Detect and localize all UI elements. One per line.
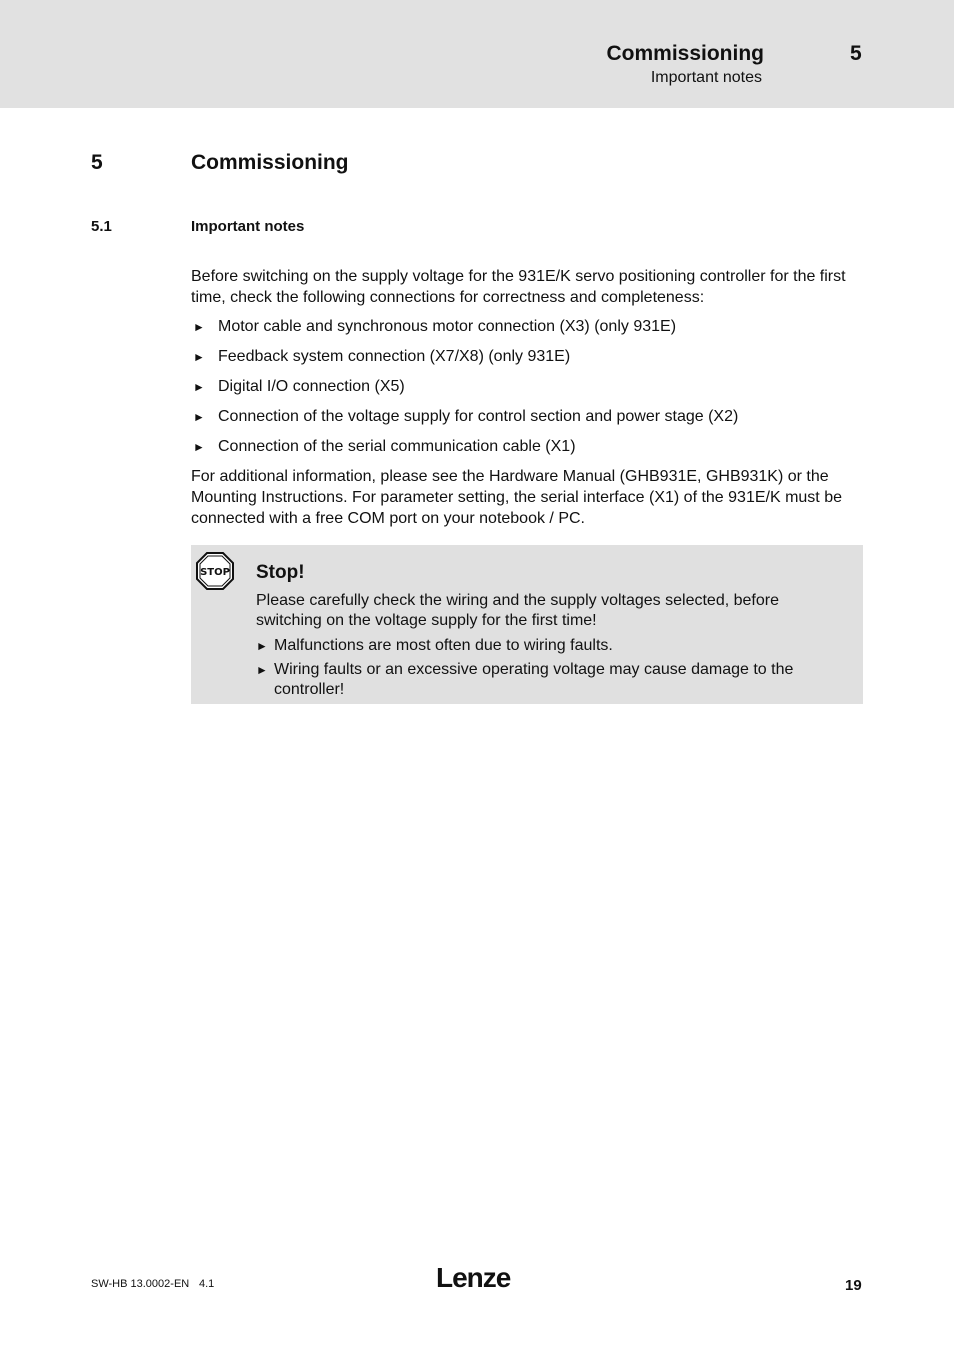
list-item [191,316,863,346]
stop-icon-label: STOP [200,567,230,578]
stop-note [191,545,863,704]
header-chapter-number: 5 [850,42,862,65]
section-number: 5 [91,151,103,174]
subsection-title: Important notes [191,218,305,235]
list-item [191,346,863,376]
list-item-text: Motor cable and synchronous motor connection (X3) (only 931E) [218,318,677,335]
header-band [0,0,954,108]
list-item-text: Malfunctions are most often due to wiring faults. [274,637,613,654]
list-item [191,436,863,466]
bullet-arrow-icon: ► [193,410,205,424]
additional-info-paragraph: For additional information, please see the Hardware Manual (GHB931E, GHB931K) or the Mounting Instructions. For parameter setting, the serial interface (X1) of the 931E/K must be connected with a free COM port on your notebook / PC. [191,468,842,527]
checklist [191,316,863,466]
list-item [191,406,863,436]
bullet-arrow-icon: ► [193,320,205,334]
list-item-text: Connection of the serial communication cable (X1) [218,438,576,455]
header-title: Commissioning [606,42,764,65]
list-item-text: Digital I/O connection (X5) [218,378,405,395]
bullet-arrow-icon: ► [256,663,268,677]
footer-doc-id: SW-HB 13.0002-EN [91,1278,190,1290]
stop-icon [196,552,234,590]
lenze-logo: Lenze [436,1262,511,1293]
list-item [256,660,856,700]
list-item-text: Wiring faults or an excessive operating voltage may cause damage to the controller! [274,661,794,698]
bullet-arrow-icon: ► [193,440,205,454]
stop-bullet-list [256,636,856,704]
subsection-number: 5.1 [91,218,112,235]
intro-paragraph: Before switching on the supply voltage for the 931E/K servo positioning controller for the first time, check the following connections for correctness and completeness: [191,268,846,306]
page-number: 19 [845,1277,862,1294]
header-subtitle: Important notes [650,69,762,86]
footer-version: 4.1 [199,1278,215,1290]
list-item [191,376,863,406]
bullet-arrow-icon: ► [193,350,205,364]
list-item [256,636,856,656]
bullet-arrow-icon: ► [256,639,268,653]
list-item-text: Feedback system connection (X7/X8) (only 931E) [218,348,571,365]
list-item-text: Connection of the voltage supply for control section and power stage (X2) [218,408,739,425]
stop-title: Stop! [256,562,305,583]
bullet-arrow-icon: ► [193,380,205,394]
stop-text: Please carefully check the wiring and the supply voltages selected, before switching on the voltage supply for the first time! [256,592,779,629]
section-title: Commissioning [191,151,349,174]
